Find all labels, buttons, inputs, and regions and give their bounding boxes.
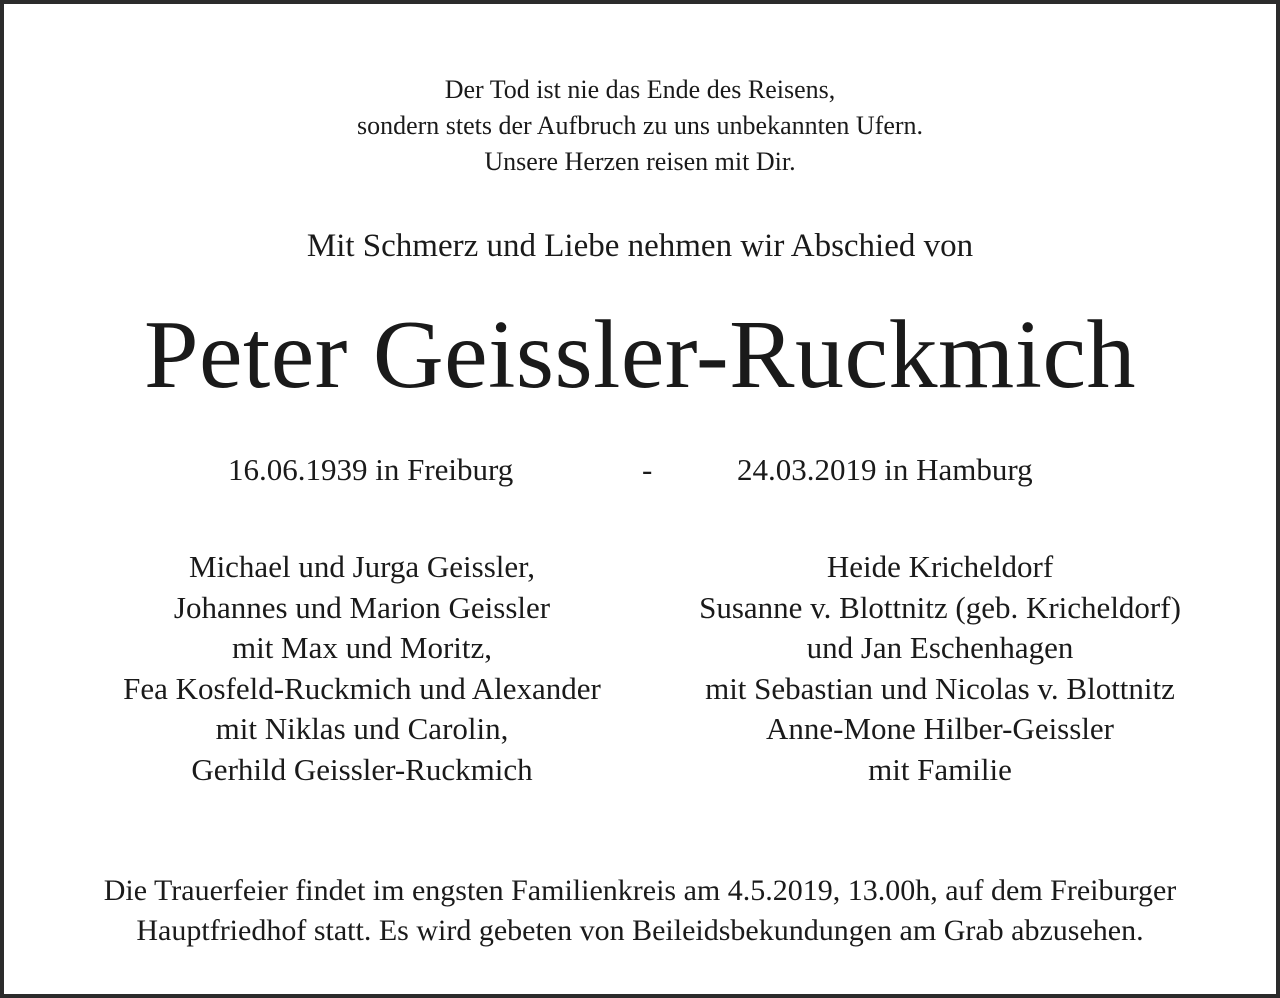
funeral-notice xyxy=(4,871,1276,951)
death-date: 24.03.2019 in Hamburg xyxy=(737,452,1033,487)
mourners-right-column xyxy=(644,547,1236,791)
notice-line: Die Trauerfeier findet im engsten Familienkreis am 4.5.2019, 13.00h, auf dem Freiburger xyxy=(103,874,1177,907)
quote-line: sondern stets der Aufbruch zu uns unbekannten Ufern. xyxy=(356,111,924,140)
mourner-line: Gerhild Geissler-Ruckmich xyxy=(191,751,533,787)
mourner-line: und Jan Eschenhagen xyxy=(806,630,1074,666)
date-separator: - xyxy=(642,452,653,487)
mourner-line: Susanne v. Blottnitz (geb. Kricheldorf) xyxy=(699,589,1181,625)
mourner-line: mit Sebastian und Nicolas v. Blottnitz xyxy=(705,670,1175,706)
mourner-line: mit Max und Moritz, xyxy=(231,630,493,666)
quote-line: Unsere Herzen reisen mit Dir. xyxy=(484,147,796,176)
birth-date: 16.06.1939 in Freiburg xyxy=(228,452,514,487)
mourner-line: Fea Kosfeld-Ruckmich und Alexander xyxy=(123,670,601,706)
mourner-line: Heide Kricheldorf xyxy=(826,549,1054,584)
mourner-line: Johannes und Marion Geissler xyxy=(173,589,551,625)
quote-line: Der Tod ist nie das Ende des Reisens, xyxy=(444,75,836,104)
memorial-quote xyxy=(4,72,1276,180)
mourner-line: mit Niklas und Carolin, xyxy=(215,711,509,747)
notice-line: Hauptfriedhof statt. Es wird gebeten von Beileidsbekundungen am Grab abzusehen. xyxy=(136,914,1144,947)
mourner-line: Anne-Mone Hilber-Geissler xyxy=(765,711,1115,747)
mourner-line: Michael und Jurga Geissler, xyxy=(189,549,535,584)
mourner-line: mit Familie xyxy=(868,751,1012,787)
mourners-left-column xyxy=(64,547,660,791)
deceased-name: Peter Geissler-Ruckmich xyxy=(144,301,1136,409)
farewell-intro: Mit Schmerz und Liebe nehmen wir Abschied von xyxy=(306,228,974,264)
